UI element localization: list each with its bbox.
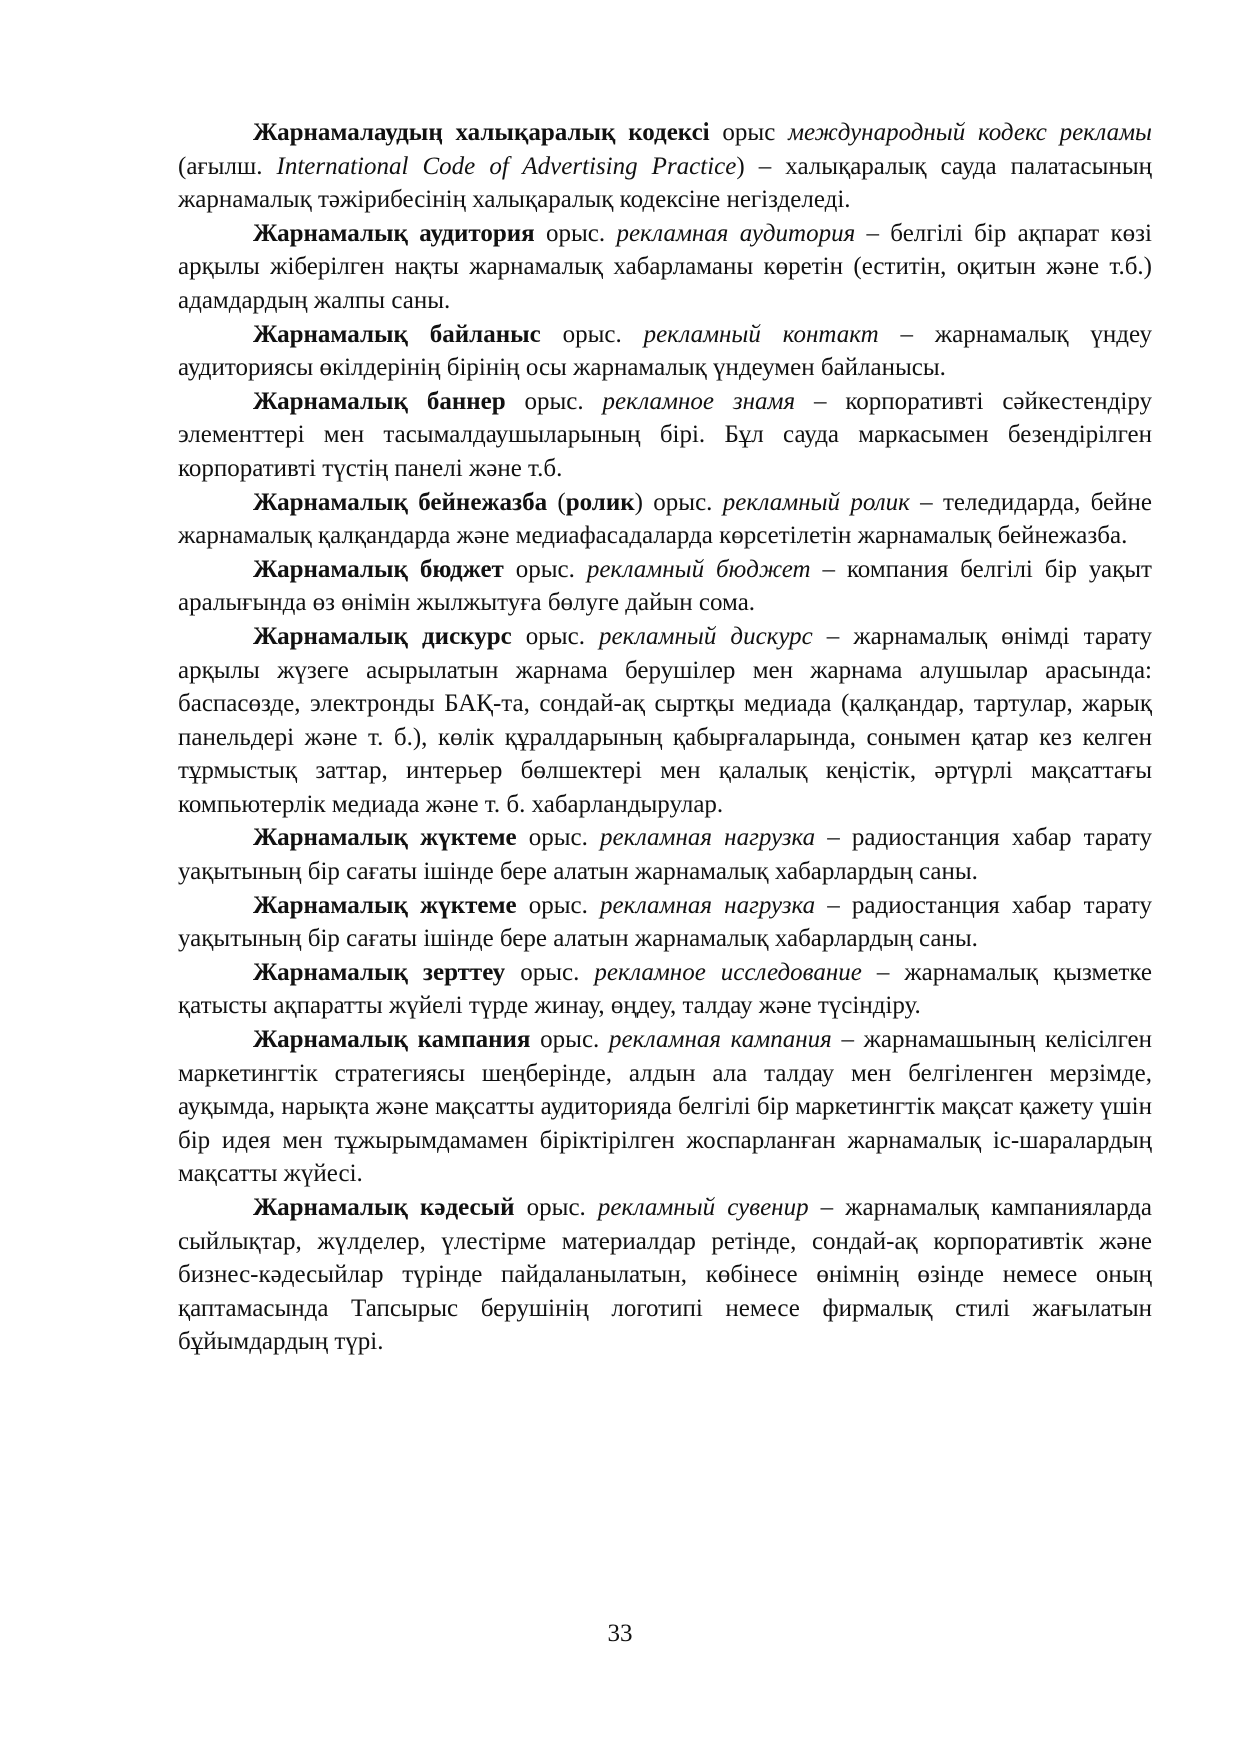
entry-text: орыс. <box>505 387 603 415</box>
glossary-entry <box>178 217 1152 318</box>
entry-russian-term: международный кодекс рекламы <box>788 119 1152 146</box>
entry-text: орыс. <box>503 555 587 583</box>
entry-term: Жарнамалық кәдесый <box>253 1194 515 1221</box>
entry-definition: – теледидарда, бейне жарнамалық қалқандарда және медиафасадаларда көрсетілетін жарнамалық бейнежазба. <box>178 488 1153 550</box>
entry-russian-term: рекламное знамя <box>602 387 796 415</box>
glossary-entry <box>178 318 1152 385</box>
glossary-entry <box>178 956 1152 1023</box>
entry-russian-term: рекламное исследование <box>594 958 862 986</box>
glossary-body <box>178 116 1152 1359</box>
entry-term: Жарнамалық зерттеу <box>253 958 506 986</box>
entry-text: орыс. <box>516 891 601 919</box>
entry-text: орыс. <box>514 1194 598 1221</box>
entry-russian-term: рекламная кампания <box>609 1026 832 1054</box>
entry-russian-term: рекламная нагрузка <box>600 824 816 852</box>
glossary-entry <box>178 620 1152 822</box>
entry-text: ) орыс. <box>634 488 723 516</box>
entry-definition: – жарнамалық кампанияларда сыйлықтар, жүлделер, үлестірме материалдар ретінде, сондай-ақ корпоративтік және бизнес-кәдесыйлар түрінде пайдаланылатын, көбінесе өнімнің өзінде немесе оның қаптамасында Тапсырыс берушінің логотипі немесе фирмалық стилі жағылатын бұйымдардың түрі. <box>178 1194 1152 1356</box>
entry-text: орыс. <box>516 824 601 852</box>
entry-text: орыс. <box>511 622 600 650</box>
entry-term: Жарнамалық бейнежазба <box>253 488 548 516</box>
glossary-entry <box>178 1023 1152 1191</box>
entry-term: Жарнамалық дискурс <box>253 622 512 650</box>
glossary-entry <box>178 889 1152 956</box>
entry-term: Жарнамалық бюджет <box>253 555 504 583</box>
entry-term: Жарнамалық жүктеме <box>253 891 517 919</box>
entry-term: Жарнамалық жүктеме <box>253 824 517 852</box>
entry-russian-term: рекламная аудитория <box>616 219 856 247</box>
entry-definition: – радиостанция хабар тарату уақытының бір сағаты ішінде бере алатын жарнамалық хабарлардың саны. <box>178 891 1152 953</box>
entry-definition: – компания белгілі бір уақыт аралығында өз өнімін жылжытуға бөлуге дайын сома. <box>178 555 1152 617</box>
entry-definition: – жарнамалық өнімді тарату арқылы жүзеге асырылатын жарнама берушілер мен жарнама алушылар арасында: баспасөзде, электронды БАҚ-та, сондай-ақ сыртқы медиада (қалқандар, тартулар, жарық панельдері және т. б.), көлік құралдарының қабырғаларында, сонымен қатар кез келген тұрмыстық заттар, интерьер бөлшектері мен қалалық кеңістік, әртүрлі мақсаттағы компьютерлік медиада және т. б. хабарландырулар. <box>178 622 1152 818</box>
entry-definition: – жарнамалық үндеу аудиториясы өкілдерінің бірінің осы жарнамалық үндеумен байланысы. <box>178 320 1152 382</box>
entry-term: Жарнамалық аудитория <box>253 219 535 247</box>
entry-text: орыс. <box>534 219 617 247</box>
entry-russian-term: рекламный дискурс <box>599 622 813 650</box>
glossary-entry <box>178 821 1152 888</box>
glossary-entry <box>178 116 1152 217</box>
entry-text: орыс. <box>530 1026 609 1054</box>
entry-russian-term: рекламный контакт <box>643 320 879 348</box>
glossary-entry <box>178 1191 1152 1359</box>
entry-text: ( <box>547 488 566 516</box>
entry-term-alt: ролик <box>565 488 635 516</box>
entry-definition: – жарнамашының келісілген маркетингтік стратегиясы шеңберінде, алдын ала талдау мен белгіленген мерзімде, ауқымда, нарықта және мақсатты аудиторияда белгілі бір маркетингтік мақсат қажету үшін бір идея мен тұжырымдамамен біріктірілген жоспарланған жарнамалық іс-шаралардың мақсатты жүйесі. <box>178 1026 1152 1188</box>
page-number: 33 <box>607 1620 633 1647</box>
entry-russian-term: рекламная нагрузка <box>600 891 816 919</box>
entry-text: (ағылш. <box>178 152 277 180</box>
entry-definition: – радиостанция хабар тарату уақытының бір сағаты ішінде бере алатын жарнамалық хабарлардың саны. <box>178 824 1152 886</box>
glossary-entry <box>178 553 1152 620</box>
entry-text: орыс <box>709 119 789 146</box>
entry-term: Жарнамалық кампания <box>253 1026 531 1054</box>
entry-text: орыс. <box>505 958 595 986</box>
entry-russian-term: рекламный бюджет <box>586 555 811 583</box>
entry-definition: – белгілі бір ақпарат көзі арқылы жіберілген нақты жарнамалық хабарламаны көретін (еститін, оқитын және т.б.) адамдардың жалпы саны. <box>178 219 1152 314</box>
entry-english-term: International Code of Advertising Practice <box>276 152 737 180</box>
entry-term: Жарнамалық байланыс <box>253 320 541 348</box>
entry-text: орыс. <box>540 320 644 348</box>
entry-definition: – жарнамалық қызметке қатысты ақпаратты жүйелі түрде жинау, өңдеу, талдау және түсіндіру. <box>178 958 1152 1020</box>
entry-term: Жарнамалаудың халықаралық кодексі <box>253 119 710 146</box>
glossary-entry <box>178 385 1152 486</box>
glossary-entry <box>178 486 1152 553</box>
entry-russian-term: рекламный ролик <box>722 488 910 516</box>
entry-russian-term: рекламный сувенир <box>597 1194 809 1221</box>
entry-definition: ) – халықаралық сауда палатасының жарнамалық тәжірибесінің халықаралық кодексіне негізделеді. <box>178 152 1153 214</box>
entry-term: Жарнамалық баннер <box>253 387 506 415</box>
entry-definition: – корпоративті сәйкестендіру элементтері мен тасымалдаушыларының бірі. Бұл сауда маркасымен безендірілген корпоративті түстің панелі және т.б. <box>178 387 1152 482</box>
